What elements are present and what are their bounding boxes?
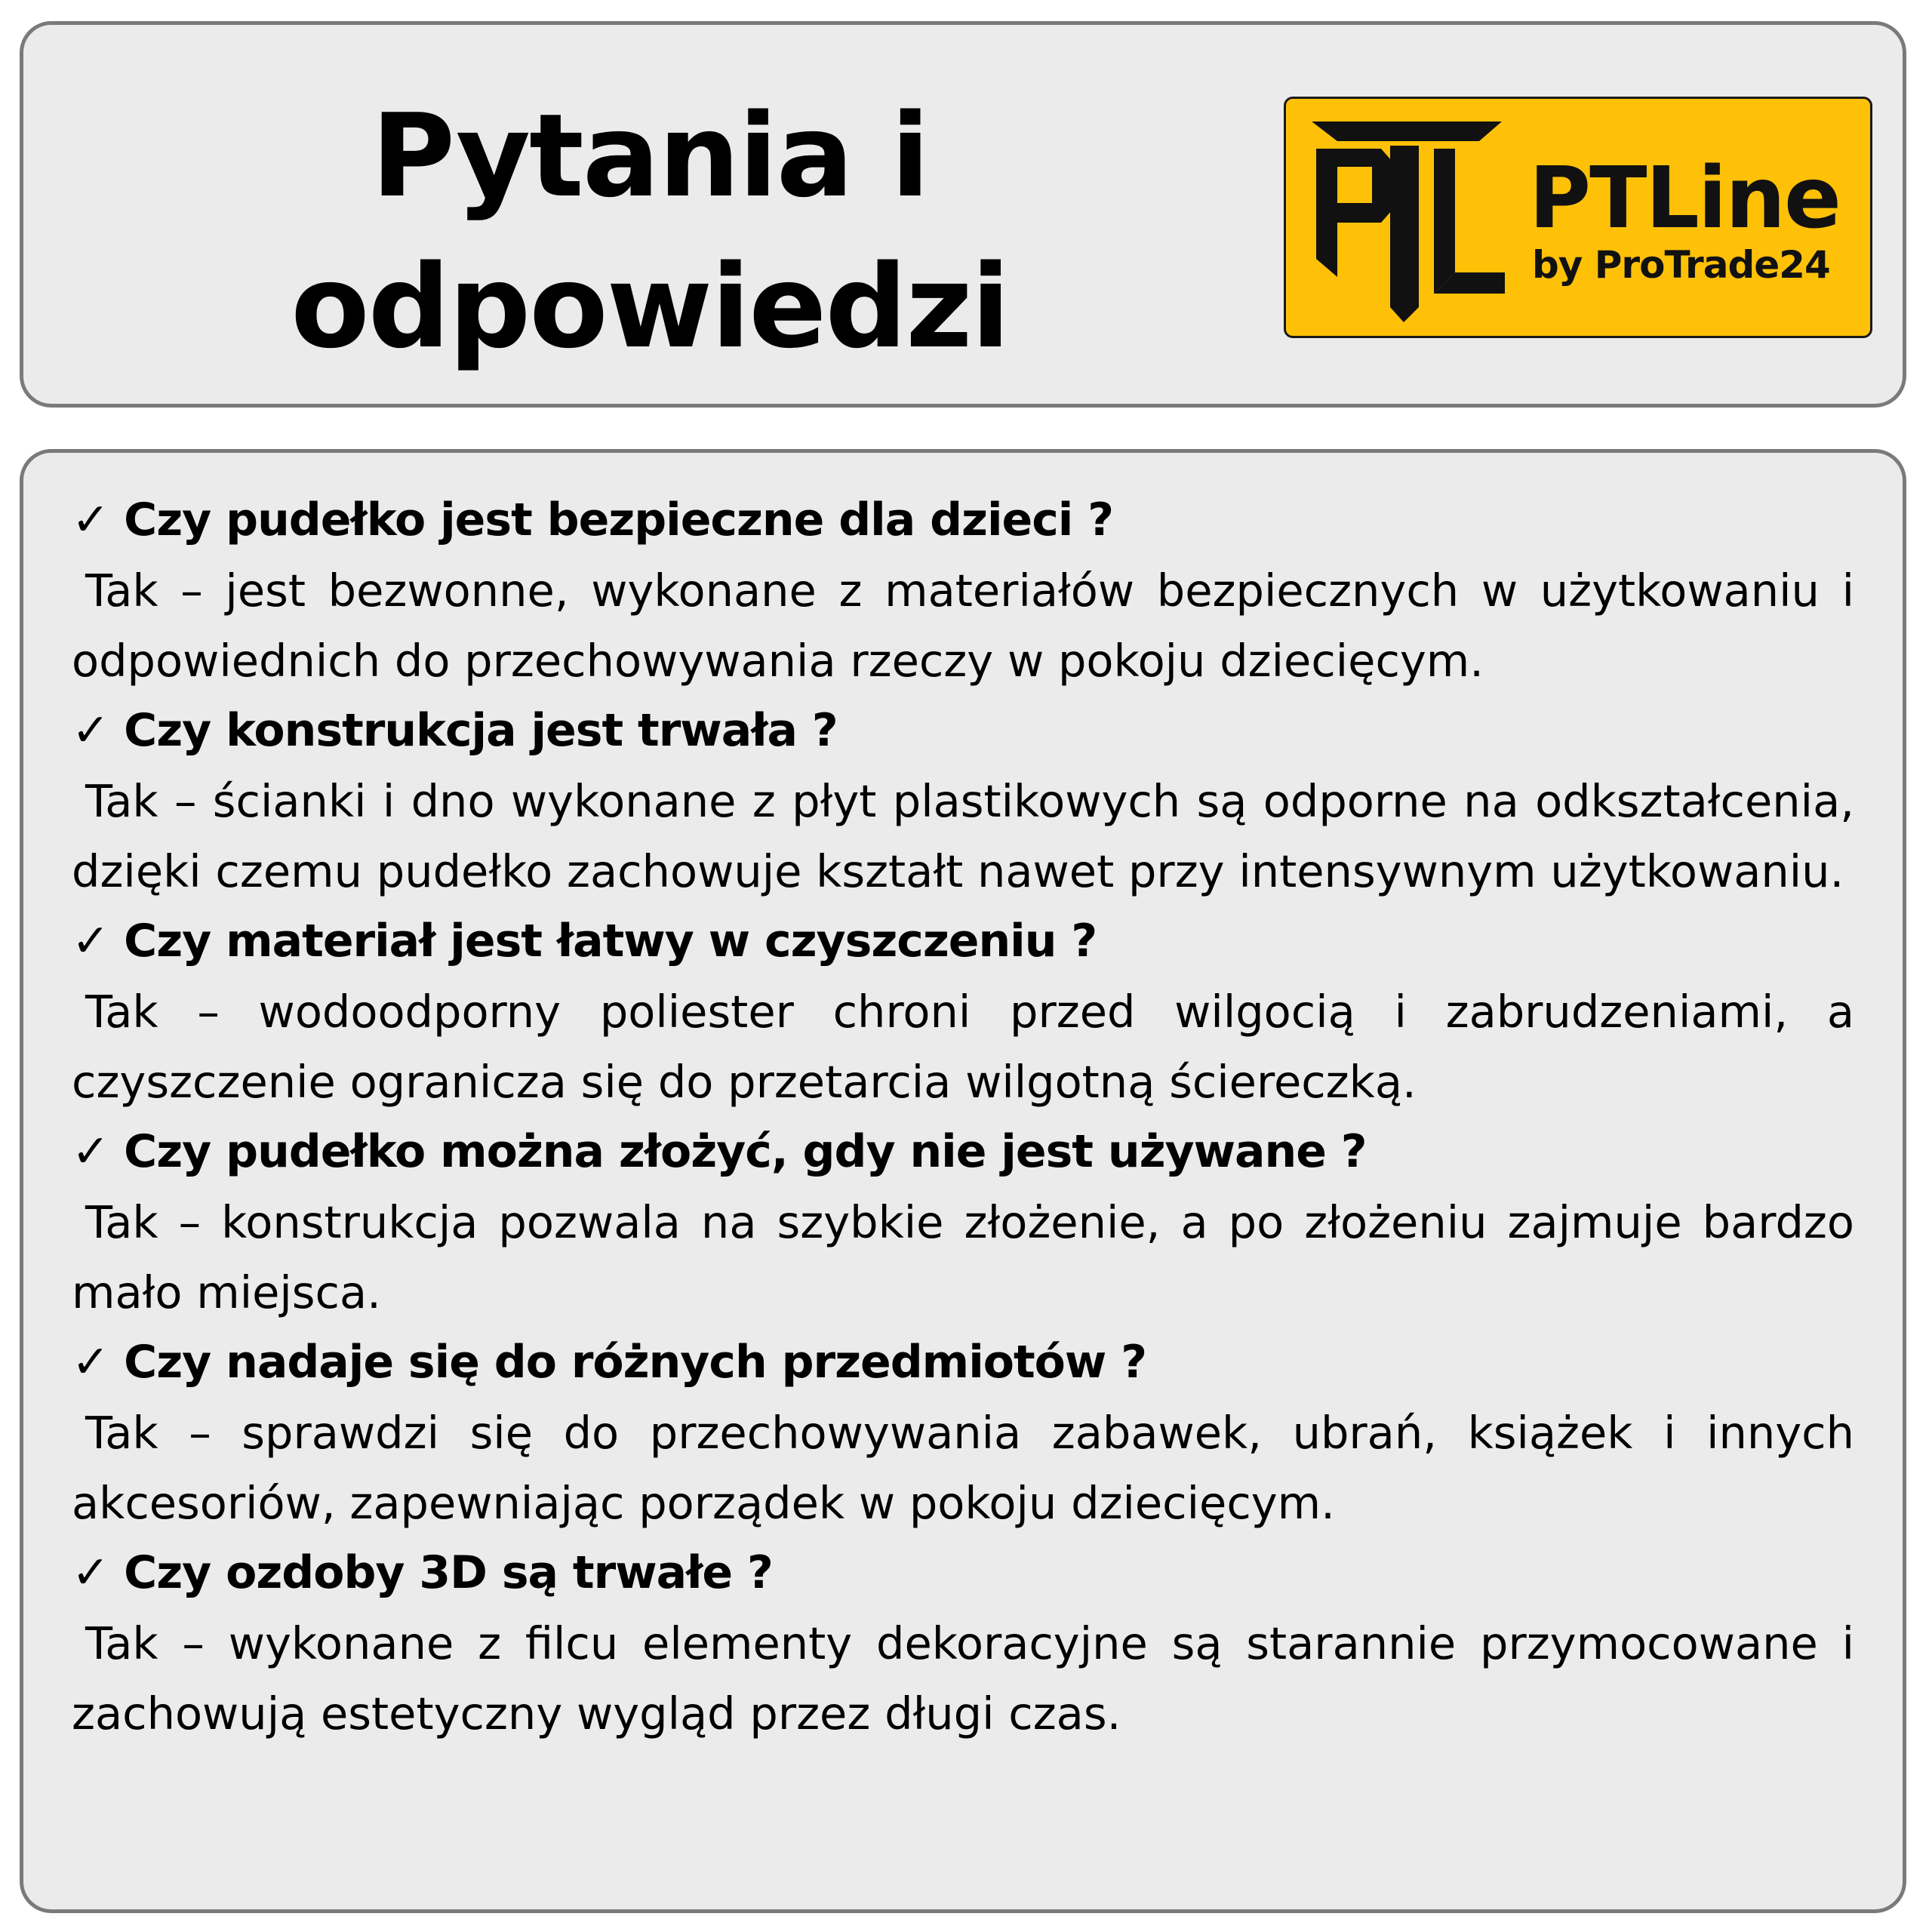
ptl-logo-mark-icon xyxy=(1307,118,1511,324)
faq-question-text: Czy pudełko jest bezpieczne dla dzieci ? xyxy=(124,494,1114,546)
check-mark-icon: ✓ xyxy=(72,1336,109,1389)
faq-item xyxy=(72,1327,1854,1538)
check-mark-icon: ✓ xyxy=(72,704,109,757)
faq-answer: Tak – ścianki i dno wykonane z płyt plastikowych są odporne na odkształcenia, dzięki czemu pudełko zachowuje kształt nawet przy intensywnym użytkowaniu. xyxy=(72,775,1854,897)
faq-panel xyxy=(20,449,1906,1913)
faq-question xyxy=(72,906,1854,977)
check-mark-icon: ✓ xyxy=(72,915,109,968)
faq-question-text: Czy konstrukcja jest trwała ? xyxy=(124,704,838,757)
faq-question-text: Czy nadaje się do różnych przedmiotów ? xyxy=(124,1336,1146,1389)
check-mark-icon: ✓ xyxy=(72,1125,109,1178)
faq-answer: Tak – wykonane z filcu elementy dekoracyjne są starannie przymocowane i zachowują estetyczny wygląd przez długi czas. xyxy=(72,1617,1854,1740)
faq-question xyxy=(72,1327,1854,1398)
logo-brand-subtitle: by ProTrade24 xyxy=(1532,243,1830,287)
check-mark-icon: ✓ xyxy=(72,1546,109,1599)
faq-question-text: Czy ozdoby 3D są trwałe ? xyxy=(124,1546,773,1599)
faq-question xyxy=(72,485,1854,555)
faq-answer: Tak – konstrukcja pozwala na szybkie złożenie, a po złożeniu zajmuje bardzo mało miejsca. xyxy=(72,1196,1854,1318)
page-title xyxy=(23,81,1276,383)
check-mark-icon: ✓ xyxy=(72,494,109,546)
page-title-line-2: odpowiedzi xyxy=(291,240,1009,374)
logo-brand-name: PTLine xyxy=(1529,149,1840,248)
faq-question xyxy=(72,696,1854,766)
faq-question xyxy=(72,1117,1854,1187)
faq-question-text: Czy materiał jest łatwy w czyszczeniu ? xyxy=(124,915,1097,968)
faq-item xyxy=(72,696,1854,906)
faq-item xyxy=(72,1538,1854,1749)
faq-answer: Tak – sprawdzi się do przechowywania zabawek, ubrań, książek i innych akcesoriów, zapewniając porządek w pokoju dziecięcym. xyxy=(72,1407,1854,1529)
page-title-line-1: Pytania i xyxy=(371,89,929,223)
faq-question-text: Czy pudełko można złożyć, gdy nie jest używane ? xyxy=(124,1125,1367,1178)
faq-answer: Tak – wodoodporny poliester chroni przed wilgocią i zabrudzeniami, a czyszczenie ogranicza się do przetarcia wilgotną ściereczką. xyxy=(72,986,1854,1108)
header-panel xyxy=(20,21,1906,408)
faq-answer: Tak – jest bezwonne, wykonane z materiałów bezpiecznych w użytkowaniu i odpowiednich do przechowywania rzeczy w pokoju dziecięcym. xyxy=(72,565,1854,687)
faq-item xyxy=(72,1117,1854,1327)
faq-item xyxy=(72,906,1854,1117)
ptline-logo xyxy=(1284,97,1872,338)
faq-item xyxy=(72,485,1854,696)
faq-question xyxy=(72,1538,1854,1608)
